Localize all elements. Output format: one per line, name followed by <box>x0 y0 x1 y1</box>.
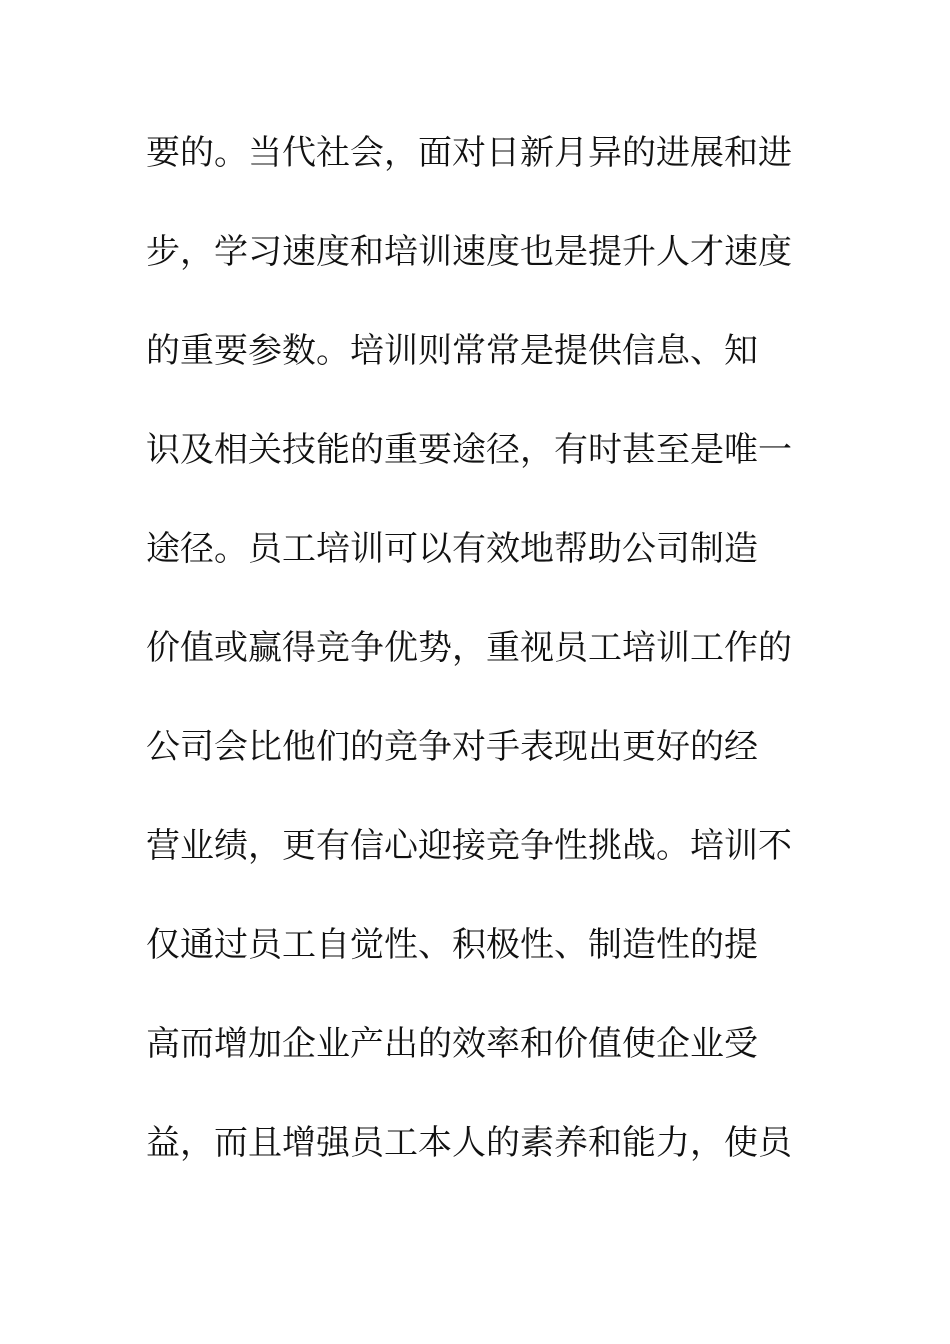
text-line: 公司会比他们的竞争对手表现出更好的经 <box>146 727 758 767</box>
text-line: 营业绩，更有信心迎接竞争性挑战。培训不 <box>146 826 792 866</box>
text-line: 步，学习速度和培训速度也是提升人才速度 <box>146 232 792 272</box>
text-line: 的重要参数。培训则常常是提供信息、知 <box>146 331 758 371</box>
body-text <box>146 120 806 1209</box>
text-line: 益，而且增强员工本人的素养和能力，使员 <box>146 1123 792 1163</box>
text-line: 仅通过员工自觉性、积极性、制造性的提 <box>146 925 758 965</box>
text-line: 识及相关技能的重要途径，有时甚至是唯一 <box>146 430 792 470</box>
text-line: 价值或赢得竞争优势，重视员工培训工作的 <box>146 628 792 668</box>
text-line: 高而增加企业产出的效率和价值使企业受 <box>146 1024 758 1064</box>
text-line: 途径。员工培训可以有效地帮助公司制造 <box>146 529 758 569</box>
text-line: 要的。当代社会，面对日新月异的进展和进 <box>146 133 792 173</box>
